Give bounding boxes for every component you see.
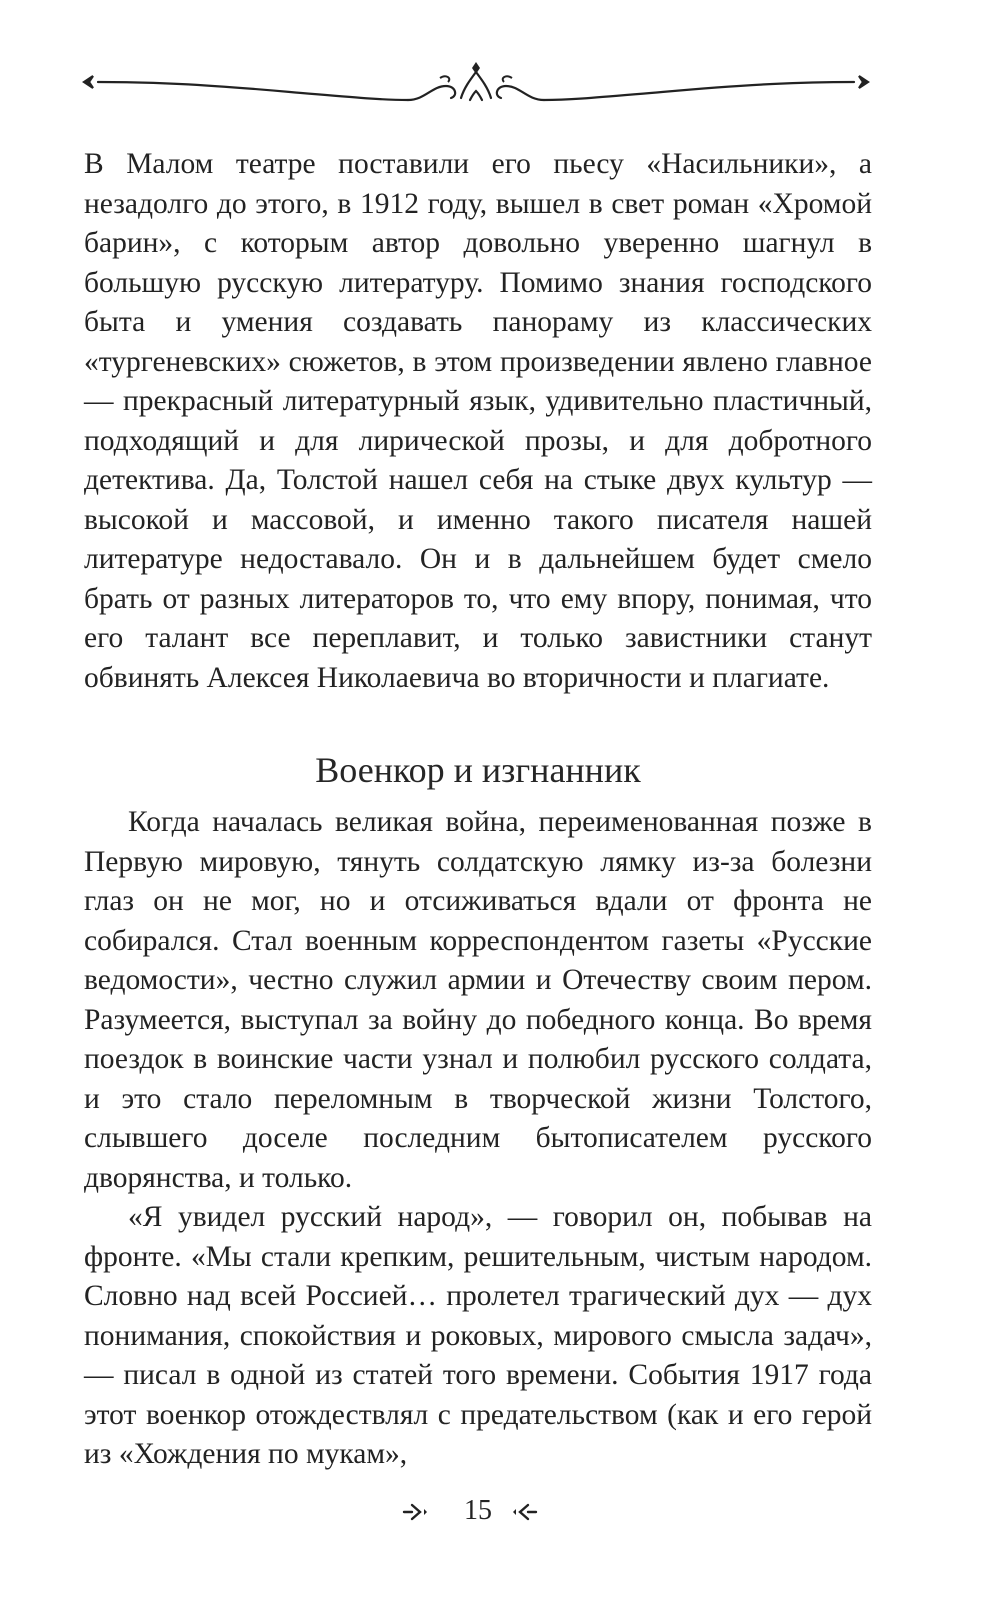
top-ornament-divider: [80, 58, 872, 118]
paragraph-3: «Я увидел русский народ», — говорил он, побывав на фронте. «Мы стали крепким, решительным, чистым народом. Словно над всей Россией… пролетел трагический дух — дух понимания, спокойствия и роковых, мирового смысла задач», — писал в одной из статей того времени. События 1917 года этот военкор отождествлял с предательством (как и его герой из «Хождения по мукам»,: [84, 1201, 872, 1470]
section-heading: Военкор и изгнанник: [315, 750, 641, 790]
body-text-section-1: [84, 145, 872, 698]
page-footer: [84, 1493, 872, 1533]
page-number: 15: [464, 1495, 492, 1526]
body-text-section-2: [84, 803, 872, 1475]
paragraph-1: В Малом театре поставили его пьесу «Насильники», а незадолго до этого, в 1912 году, вышел в свет роман «Хромой барин», с которым автор довольно уверенно шагнул в большую русскую литературу. Помимо знания господского быта и умения создавать панораму из классических «тургеневских» сюжетов, в этом произведении явлено главное — прекрасный литературный язык, удивительно пластичный, подходящий и для лирической прозы, и для добротного детектива. Да, Толстой нашел себя на стыке двух культур — высокой и массовой, и именно такого писателя нашей литературе недоставало. Он и в дальнейшем будет смело брать от разных литераторов то, что ему впору, понимая, что его талант все переплавит, и только завистники станут обвинять Алексея Николаевича во вторичности и плагиате.: [84, 148, 872, 694]
footer-right-flourish-icon: [512, 1501, 538, 1523]
paragraph-2: Когда началась великая война, переименованная позже в Первую мировую, тянуть солдатскую лямку из-за болезни глаз он не мог, но и отсиживаться вдали от фронта не собирался. Стал военным корреспондентом газеты «Русские ведомости», честно служил армии и Отечеству своим пером. Разумеется, выступал за войну до победного конца. Во время поездок в воинские части узнал и полюбил русского солдата, и это стало переломным в творческой жизни Толстого, слывшего доселе последним бытописателем русского дворянства, и только.: [84, 806, 872, 1194]
